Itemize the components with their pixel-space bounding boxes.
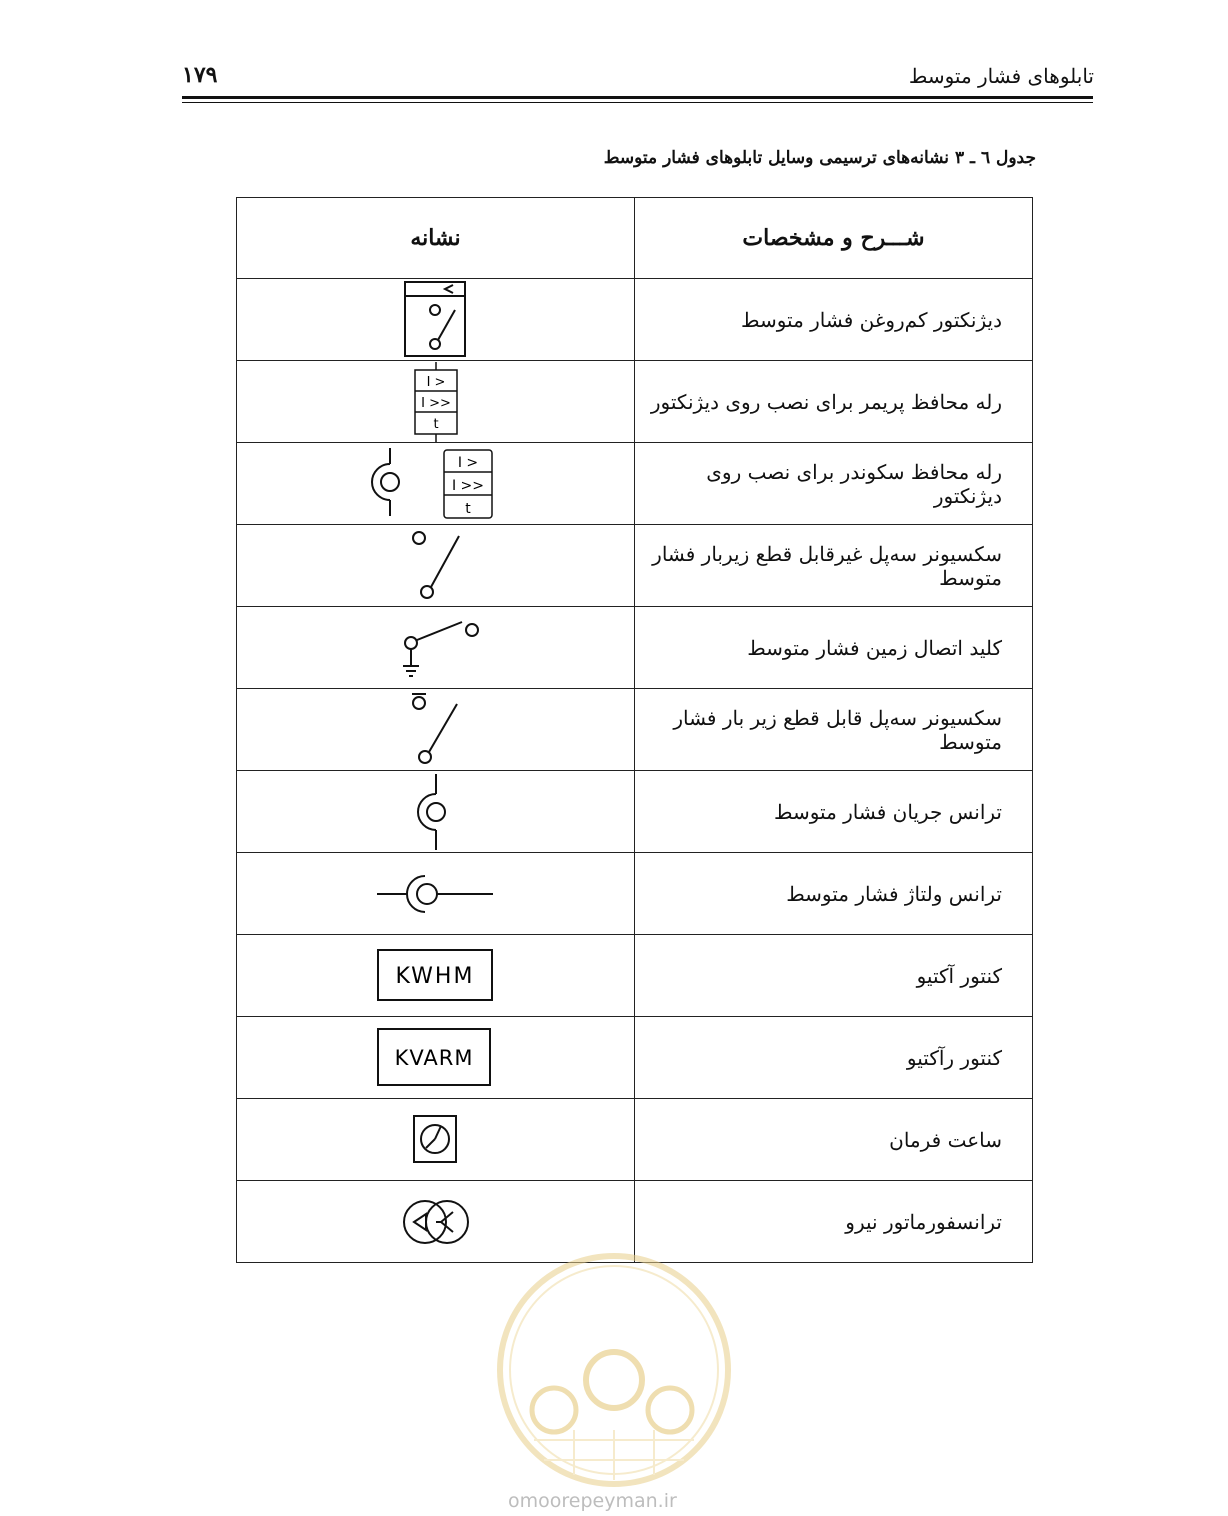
description-cell: کلید اتصال زمین فشار متوسط [635,607,1033,689]
symbol-cell [237,525,635,607]
relay-mark: t [432,416,439,432]
description-cell: کنتور آکتیو [635,935,1033,1017]
description-cell: سکسیونر سه‌پل غیرقابل قطع زیربار فشار متوسط [635,525,1033,607]
timer-clock-icon [411,1113,461,1167]
current-transformer-icon [406,772,466,852]
table-row [237,279,1033,361]
earthing-switch-icon [386,608,486,688]
relay-mark: I >> [420,395,451,411]
table-row [237,443,1033,525]
running-header-title: تابلوهای فشار متوسط [908,64,1094,88]
description-cell: کنتور رآکتیو [635,1017,1033,1099]
meter-label: KVARM [394,1045,473,1070]
table-row [237,771,1033,853]
symbol-cell [237,689,635,771]
description-cell: رله محافظ پریمر برای نصب روی دیژنکتور [635,361,1033,443]
description-cell: ترانسفورماتور نیرو [635,1181,1033,1263]
table-header-row [237,198,1033,279]
symbols-table [236,197,1033,1263]
relay-mark: I >> [451,477,484,494]
secondary-relay-icon [366,444,506,524]
symbol-cell [237,1099,635,1181]
table-row [237,361,1033,443]
page-number: ۱۷۹ [182,62,218,88]
meter-label: KWHM [395,963,474,989]
watermark-logo [494,1250,734,1490]
reactive-meter-icon [376,1027,496,1089]
symbol-column-header: نشانه [237,198,635,279]
description-cell: دیژنکتور کم‌روغن فشار متوسط [635,279,1033,361]
relay-mark: t [464,500,471,517]
description-cell: ترانس ولتاژ فشار متوسط [635,853,1033,935]
relay-mark: I > [426,374,445,390]
symbol-cell [237,443,635,525]
description-cell: ترانس جریان فشار متوسط [635,771,1033,853]
table-row [237,525,1033,607]
symbol-cell [237,853,635,935]
primary-relay-icon [406,362,466,442]
header-rule-thin [182,102,1093,103]
table-row [237,607,1033,689]
power-transformer-icon [391,1192,481,1252]
header-rule [182,96,1093,99]
description-cell: سکسیونر سه‌پل قابل قطع زیر بار فشار متوسط [635,689,1033,771]
table-row [237,935,1033,1017]
table-row [237,853,1033,935]
oil-breaker-icon [401,280,471,360]
table-row [237,689,1033,771]
symbol-cell [237,279,635,361]
description-column-header: شـــرح و مشخصات [635,198,1033,279]
disconnector-icon [401,526,471,606]
active-meter-icon [376,948,496,1004]
symbol-cell [237,771,635,853]
relay-mark: I > [457,454,478,471]
symbol-cell [237,935,635,1017]
description-cell: ساعت فرمان [635,1099,1033,1181]
table-row [237,1017,1033,1099]
table-caption: جدول ٦ ـ ۳ نشانه‌های ترسیمی وسایل تابلوهای فشار متوسط [603,148,1036,168]
symbol-cell [237,361,635,443]
voltage-transformer-icon [371,854,501,934]
description-cell: رله محافظ سکوندر برای نصب روی دیژنکتور [635,443,1033,525]
symbol-cell [237,607,635,689]
watermark-url: omoorepeyman.ir [508,1490,677,1512]
table-row [237,1099,1033,1181]
load-break-switch-icon [401,690,471,770]
symbol-cell [237,1017,635,1099]
